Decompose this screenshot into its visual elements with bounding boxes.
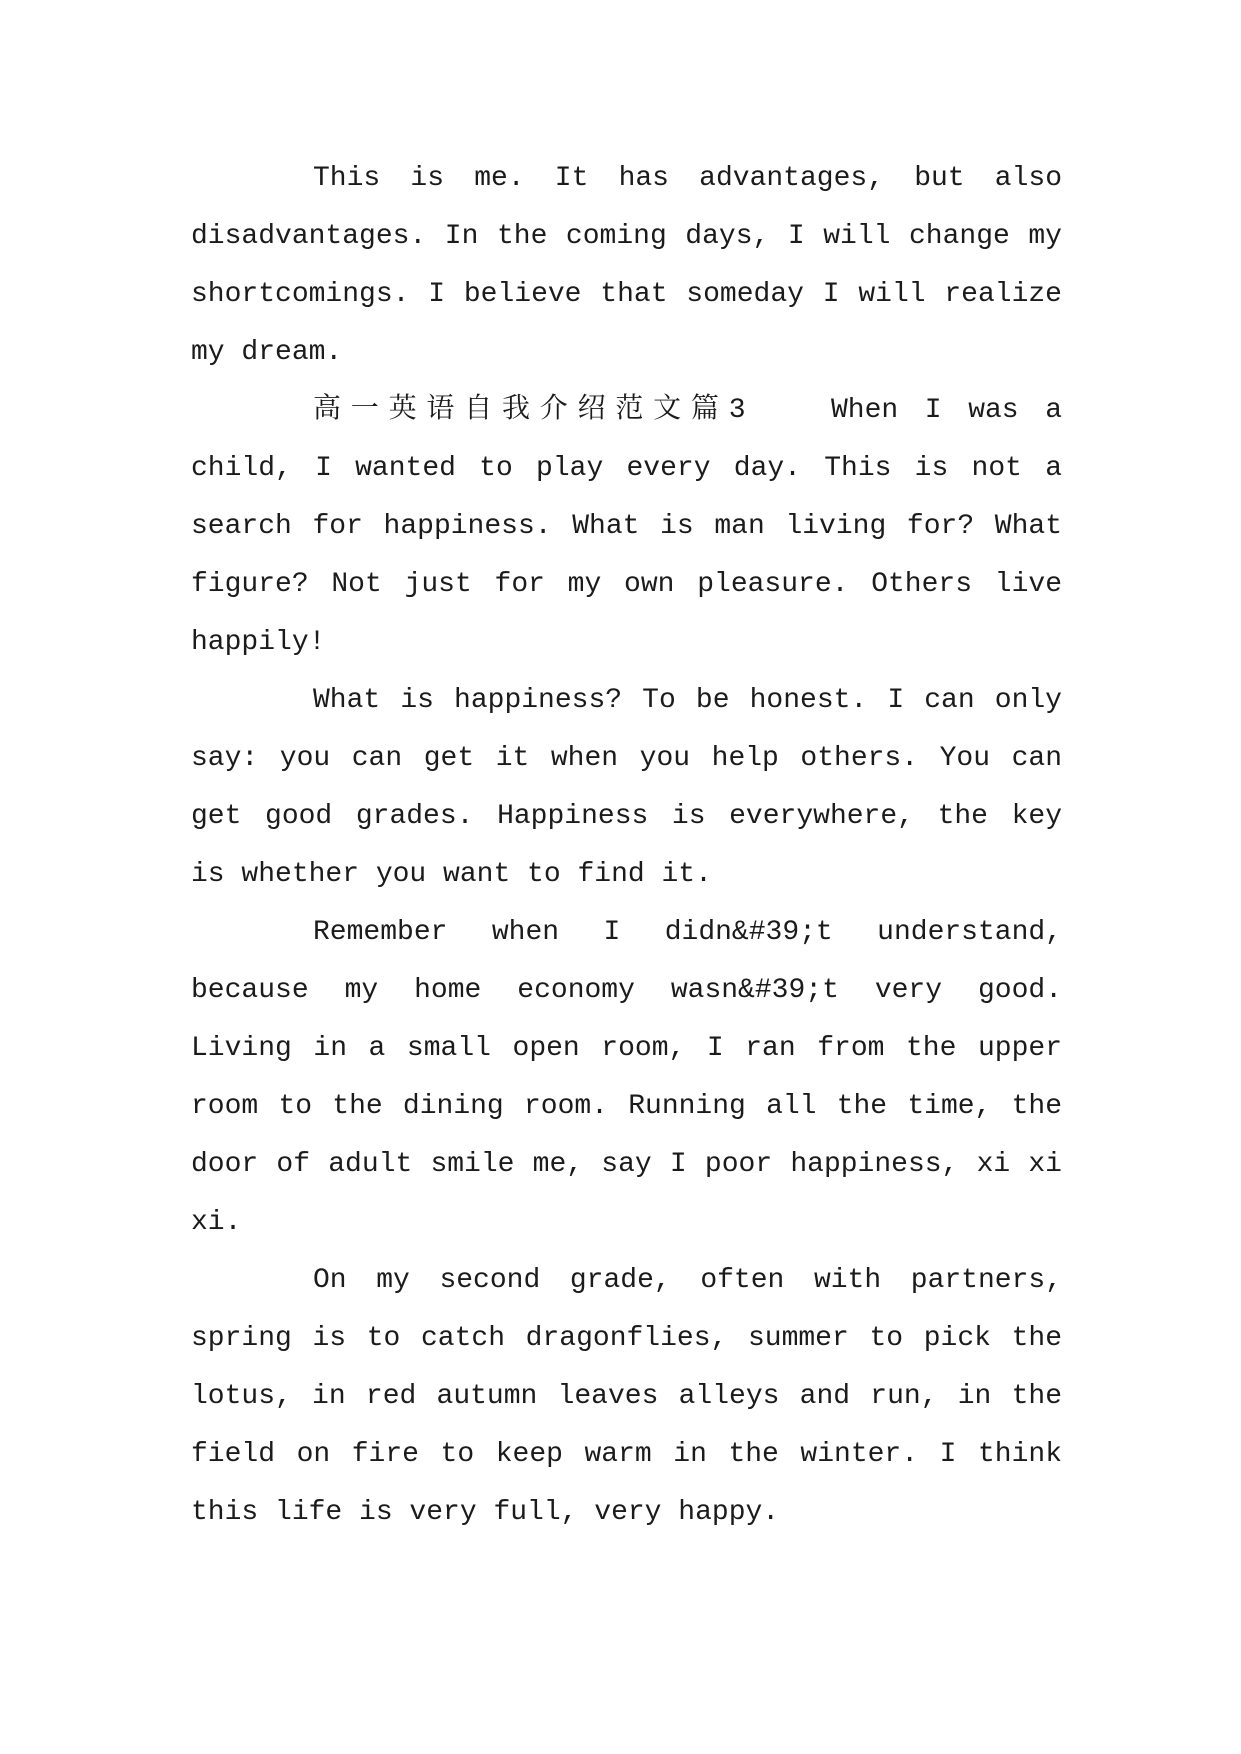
text-line: xi. [191, 1207, 242, 1238]
text-line: lotus, in red autumn leaves alleys and run, in the [191, 1381, 1062, 1412]
text-line: child, I wanted to play every day. This is not a [191, 453, 1062, 484]
text-line: What is happiness? To be honest. I can only [313, 685, 1062, 716]
text-line: door of adult smile me, say I poor happiness, xi xi [191, 1149, 1062, 1180]
paragraph [191, 672, 1062, 904]
text-line: my dream. [191, 337, 343, 368]
text-line: get good grades. Happiness is everywhere, the key [191, 801, 1062, 832]
text-line: figure? Not just for my own pleasure. Others live [191, 569, 1062, 600]
text-line: this life is very full, very happy. [191, 1497, 780, 1528]
text-line: disadvantages. In the coming days, I will change my [191, 221, 1062, 252]
text-line: Remember when I didn&#39;t understand, [313, 917, 1062, 948]
text-line: Living in a small open room, I ran from the upper [191, 1033, 1062, 1064]
text-line: field on fire to keep warm in the winter. I think [191, 1439, 1062, 1470]
text-line: happily! [191, 627, 326, 658]
paragraph [191, 904, 1062, 1252]
text-line: is whether you want to find it. [191, 859, 712, 890]
text-line: room to the dining room. Running all the time, the [191, 1091, 1062, 1122]
text-line: search for happiness. What is man living for? What [191, 511, 1062, 542]
paragraph [191, 382, 1062, 672]
document-content [191, 150, 1062, 1542]
paragraph [191, 150, 1062, 382]
text-line: On my second grade, often with partners, [313, 1265, 1062, 1296]
text-line: spring is to catch dragonflies, summer to pick the [191, 1323, 1062, 1354]
text-line: 高一英语自我介绍范文篇3 When I was a [313, 395, 1062, 426]
text-line: because my home economy wasn&#39;t very good. [191, 975, 1062, 1006]
text-line: say: you can get it when you help others. You can [191, 743, 1062, 774]
paragraph [191, 1252, 1062, 1542]
text-line: shortcomings. I believe that someday I will realize [191, 279, 1062, 310]
text-line: This is me. It has advantages, but also [313, 163, 1062, 194]
